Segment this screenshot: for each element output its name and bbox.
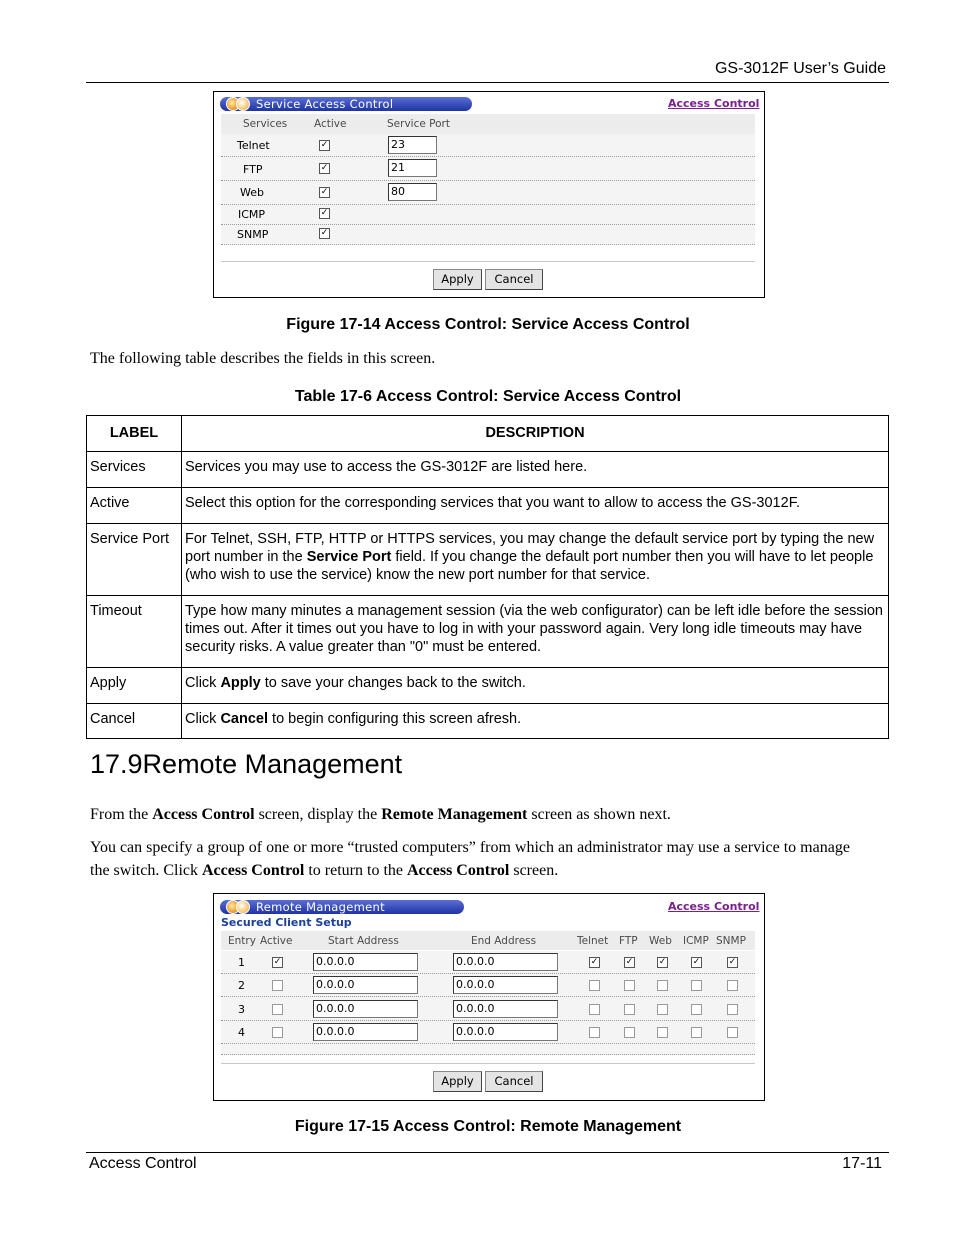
row-label: Timeout: [87, 596, 182, 668]
title-bullet-icon: [236, 97, 250, 111]
section-paragraph: [90, 803, 870, 826]
para-text: screen, display the: [254, 806, 382, 823]
desc-text: Click: [185, 711, 221, 727]
active-checkbox[interactable]: ✓: [273, 957, 282, 967]
col-web: Web: [649, 935, 672, 947]
icmp-checkbox[interactable]: ✓: [692, 957, 701, 967]
secured-client-setup-title: Secured Client Setup: [221, 916, 352, 929]
service-access-control-screenshot: [213, 91, 765, 298]
desc-text: to begin configuring this screen afresh.: [268, 711, 522, 727]
access-control-link[interactable]: Access Control: [668, 97, 760, 110]
ftp-checkbox[interactable]: ✓: [625, 957, 634, 967]
figure-caption: Figure 17-14 Access Control: Service Access Control: [286, 316, 690, 333]
table-row: [87, 488, 889, 524]
screen-title-bar: [220, 97, 472, 111]
screen-title: Service Access Control: [256, 97, 394, 111]
desc-text: For Telnet, SSH, FTP, HTTP or HTTPS services, you may change the default service port by typing the new port number in the: [185, 531, 875, 565]
active-checkbox[interactable]: ✓: [320, 228, 329, 238]
snmp-checkbox[interactable]: ✓: [728, 957, 737, 967]
col-icmp: ICMP: [683, 935, 709, 947]
telnet-checkbox[interactable]: ✓: [590, 957, 599, 967]
row-label: Service Port: [87, 524, 182, 596]
row-label: Active: [87, 488, 182, 524]
col-services: Services: [243, 118, 288, 130]
table-row: [221, 225, 755, 245]
service-port-input[interactable]: 23: [388, 136, 437, 154]
ftp-checkbox[interactable]: [624, 980, 635, 991]
col-snmp: SNMP: [716, 935, 746, 947]
desc-bold: Cancel: [220, 711, 269, 727]
cancel-button[interactable]: Cancel: [485, 269, 543, 290]
footer-chapter: Access Control: [89, 1155, 197, 1172]
ftp-checkbox[interactable]: [624, 1027, 635, 1038]
service-port-input[interactable]: 80: [388, 183, 437, 201]
para-text: to return to the: [304, 862, 407, 879]
end-address-input[interactable]: 0.0.0.0: [453, 976, 558, 994]
footer-page-number: 17-11: [842, 1155, 882, 1172]
table-row: [221, 157, 755, 181]
para-bold: Remote Management: [381, 806, 528, 823]
desc-bold: Service Port: [306, 549, 392, 565]
web-checkbox[interactable]: [657, 980, 668, 991]
telnet-checkbox[interactable]: [589, 1004, 600, 1015]
section-heading: 17.9Remote Management: [90, 749, 403, 779]
table-row: [87, 452, 889, 488]
header-rule: [86, 82, 889, 83]
service-name: Web: [240, 186, 264, 199]
table-row: [87, 668, 889, 704]
access-control-link[interactable]: Access Control: [668, 900, 760, 913]
table-header-row: [87, 416, 889, 452]
icmp-checkbox[interactable]: [691, 1004, 702, 1015]
row-description: [182, 704, 889, 739]
intro-text: The following table describes the fields in this screen.: [90, 350, 436, 367]
snmp-checkbox[interactable]: [727, 1027, 738, 1038]
icmp-checkbox[interactable]: [691, 980, 702, 991]
col-ftp: FTP: [619, 935, 638, 947]
para-bold: Access Control: [406, 862, 510, 879]
title-bullet-icon: [236, 900, 250, 914]
col-entry: Entry: [228, 935, 256, 947]
active-checkbox[interactable]: [272, 980, 283, 991]
telnet-checkbox[interactable]: [589, 980, 600, 991]
row-description: [182, 668, 889, 704]
apply-button[interactable]: Apply: [433, 269, 482, 290]
service-name: Telnet: [237, 139, 270, 152]
figure-caption: Figure 17-15 Access Control: Remote Management: [294, 1118, 682, 1135]
button-separator: [221, 1063, 755, 1064]
desc-text: Click: [185, 675, 221, 691]
header-label: LABEL: [87, 416, 182, 452]
active-checkbox[interactable]: ✓: [320, 140, 329, 150]
service-name: FTP: [243, 163, 263, 176]
row-description: Type how many minutes a management session (via the web configurator) can be left idle before the session times out. After it times out you have to log in with your password again. Very long idle timeouts may have security risks. A value greater than "0" must be entered.: [182, 596, 889, 668]
snmp-checkbox[interactable]: [727, 980, 738, 991]
start-address-input[interactable]: 0.0.0.0: [313, 1023, 418, 1041]
desc-text: field. If you change the default port number then you will have to let people (who wish to use the service) know the new port number for that service.: [185, 549, 874, 583]
row-description: [182, 524, 889, 596]
row-description: Services you may use to access the GS-3012F are listed here.: [182, 452, 889, 488]
para-bold: Access Control: [201, 862, 305, 879]
table-row: [221, 181, 755, 205]
para-text: From the: [90, 806, 153, 823]
row-label: Cancel: [87, 704, 182, 739]
footer-rule: [86, 1152, 889, 1153]
para-text: You can specify a group of one or more “trusted computers” from which an administrator may use a service to manage the switch. Click: [90, 839, 850, 879]
web-checkbox[interactable]: [657, 1027, 668, 1038]
table-row: [87, 524, 889, 596]
snmp-checkbox[interactable]: [727, 1004, 738, 1015]
entry-number: 4: [238, 1026, 245, 1039]
table-row: [87, 596, 889, 668]
table-row: [221, 134, 755, 157]
row-label: Services: [87, 452, 182, 488]
apply-button[interactable]: Apply: [433, 1071, 482, 1092]
table-row: [221, 205, 755, 225]
ftp-checkbox[interactable]: [624, 1004, 635, 1015]
header-description: DESCRIPTION: [182, 416, 889, 452]
icmp-checkbox[interactable]: [691, 1027, 702, 1038]
cancel-button[interactable]: Cancel: [485, 1071, 543, 1092]
active-checkbox[interactable]: ✓: [320, 163, 329, 173]
start-address-input[interactable]: 0.0.0.0: [313, 953, 418, 971]
end-address-input[interactable]: 0.0.0.0: [453, 1000, 558, 1018]
section-paragraph: [90, 836, 870, 882]
table-row-filler: [221, 1044, 755, 1055]
row-description: Select this option for the corresponding services that you want to allow to access the GS-3012F.: [182, 488, 889, 524]
active-checkbox[interactable]: [272, 1027, 283, 1038]
service-name: SNMP: [237, 228, 269, 241]
description-table: [86, 415, 889, 739]
remote-management-screenshot: [213, 893, 765, 1101]
service-name: ICMP: [238, 208, 266, 221]
entry-number: 3: [238, 1003, 245, 1016]
end-address-input[interactable]: 0.0.0.0: [453, 1023, 558, 1041]
button-separator: [221, 261, 755, 262]
desc-bold: Apply: [220, 675, 261, 691]
table-caption: Table 17-6 Access Control: Service Access Control: [294, 388, 682, 405]
active-checkbox[interactable]: ✓: [320, 208, 329, 218]
para-text: screen as shown next.: [527, 806, 671, 823]
table-row: [87, 704, 889, 739]
end-address-input[interactable]: 0.0.0.0: [453, 953, 558, 971]
screen-title-bar: [220, 900, 464, 914]
para-bold: Access Control: [152, 806, 255, 823]
telnet-checkbox[interactable]: [589, 1027, 600, 1038]
col-service-port: Service Port: [387, 118, 450, 130]
column-header-row: [221, 114, 755, 134]
web-checkbox[interactable]: ✓: [658, 957, 667, 967]
col-end-address: End Address: [471, 935, 537, 947]
entry-number: 1: [238, 956, 245, 969]
active-checkbox[interactable]: ✓: [320, 187, 329, 197]
row-label: Apply: [87, 668, 182, 704]
col-start-address: Start Address: [328, 935, 399, 947]
start-address-input[interactable]: 0.0.0.0: [313, 1000, 418, 1018]
service-port-input[interactable]: 21: [388, 159, 437, 177]
col-active: Active: [314, 118, 347, 130]
col-active: Active: [260, 935, 293, 947]
start-address-input[interactable]: 0.0.0.0: [313, 976, 418, 994]
desc-text: to save your changes back to the switch.: [260, 675, 526, 691]
web-checkbox[interactable]: [657, 1004, 668, 1015]
entry-number: 2: [238, 979, 245, 992]
running-header: GS-3012F User’s Guide: [714, 60, 886, 77]
active-checkbox[interactable]: [272, 1004, 283, 1015]
col-telnet: Telnet: [577, 935, 609, 947]
para-text: screen.: [509, 862, 559, 879]
screen-title: Remote Management: [256, 900, 385, 914]
